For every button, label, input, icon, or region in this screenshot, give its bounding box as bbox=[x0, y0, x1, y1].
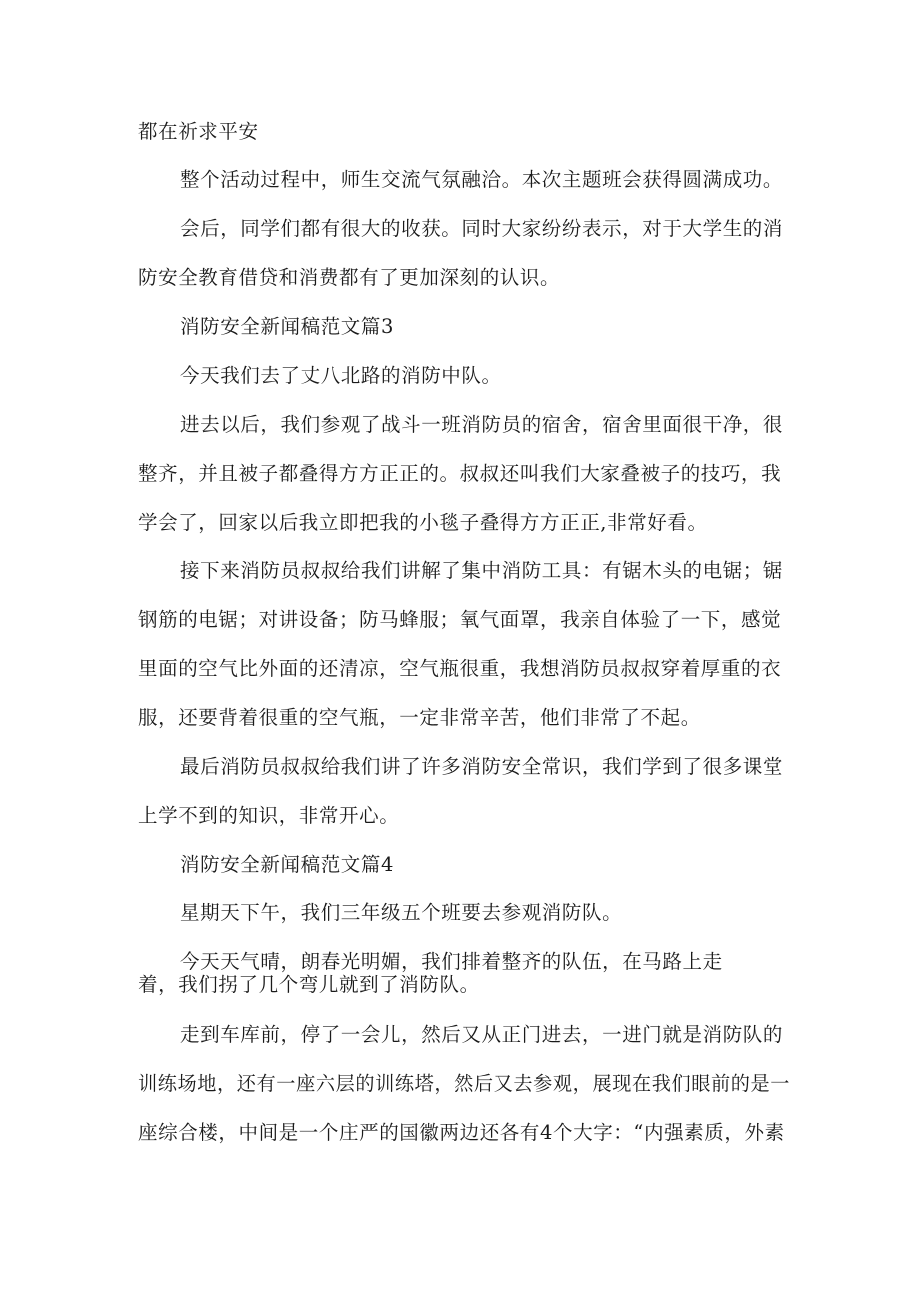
text-line: 着，我们拐了几个弯儿就到了消防队。 bbox=[138, 973, 480, 996]
paragraph-line: 接下来消防员叔叔给我们讲解了集中消防工具：有锯木头的电锯；锯 bbox=[180, 559, 784, 582]
text-line: 防安全教育借贷和消费都有了更加深刻的认识。 bbox=[138, 266, 561, 289]
paragraph-line: 整个活动过程中，师生交流气氛融洽。本次主题班会获得圆满成功。 bbox=[180, 168, 784, 191]
paragraph-line: 今天我们去了丈八北路的消防中队。 bbox=[180, 364, 502, 387]
paragraph-line: 会后，同学们都有很大的收获。同时大家纷纷表示，对于大学生的消 bbox=[180, 217, 784, 240]
paragraph-line: 走到车库前，停了一会儿，然后又从正门进去，一进门就是消防队的 bbox=[180, 1023, 784, 1046]
paragraph-line: 今天天气晴，朗春光明媚，我们排着整齐的队伍，在马路上走 bbox=[180, 950, 723, 973]
section-heading: 消防安全新闻稿范文篇3 bbox=[180, 315, 395, 338]
paragraph-line: 星期天下午，我们三年级五个班要去参观消防队。 bbox=[180, 901, 623, 924]
text-line: 上学不到的知识，非常开心。 bbox=[138, 804, 400, 827]
text-line: 都在祈求平安 bbox=[138, 120, 259, 143]
text-line: 整齐，并且被子都叠得方方正正的。叔叔还叫我们大家叠被子的技巧，我 bbox=[138, 462, 782, 485]
paragraph-line: 进去以后，我们参观了战斗一班消防员的宿舍，宿舍里面很干净，很 bbox=[180, 413, 784, 436]
text-line: 里面的空气比外面的还清凉，空气瓶很重，我想消防员叔叔穿着厚重的衣 bbox=[138, 657, 782, 680]
paragraph-line: 最后消防员叔叔给我们讲了许多消防安全常识，我们学到了很多课堂 bbox=[180, 755, 784, 778]
section-heading: 消防安全新闻稿范文篇4 bbox=[180, 853, 395, 876]
text-line: 学会了，回家以后我立即把我的小毯子叠得方方正正,非常好看。 bbox=[138, 511, 708, 534]
text-line: 服，还要背着很重的空气瓶，一定非常辛苦，他们非常了不起。 bbox=[138, 706, 701, 729]
text-line: 座综合楼，中间是一个庄严的国徽两边还各有4个大字：“内强素质，外素 bbox=[138, 1121, 785, 1144]
text-line: 钢筋的电锯；对讲设备；防马蜂服；氧气面罩，我亲自体验了一下，感觉 bbox=[138, 608, 782, 631]
text-line: 训练场地，还有一座六层的训练塔，然后又去参观，展现在我们眼前的是一 bbox=[138, 1072, 791, 1095]
